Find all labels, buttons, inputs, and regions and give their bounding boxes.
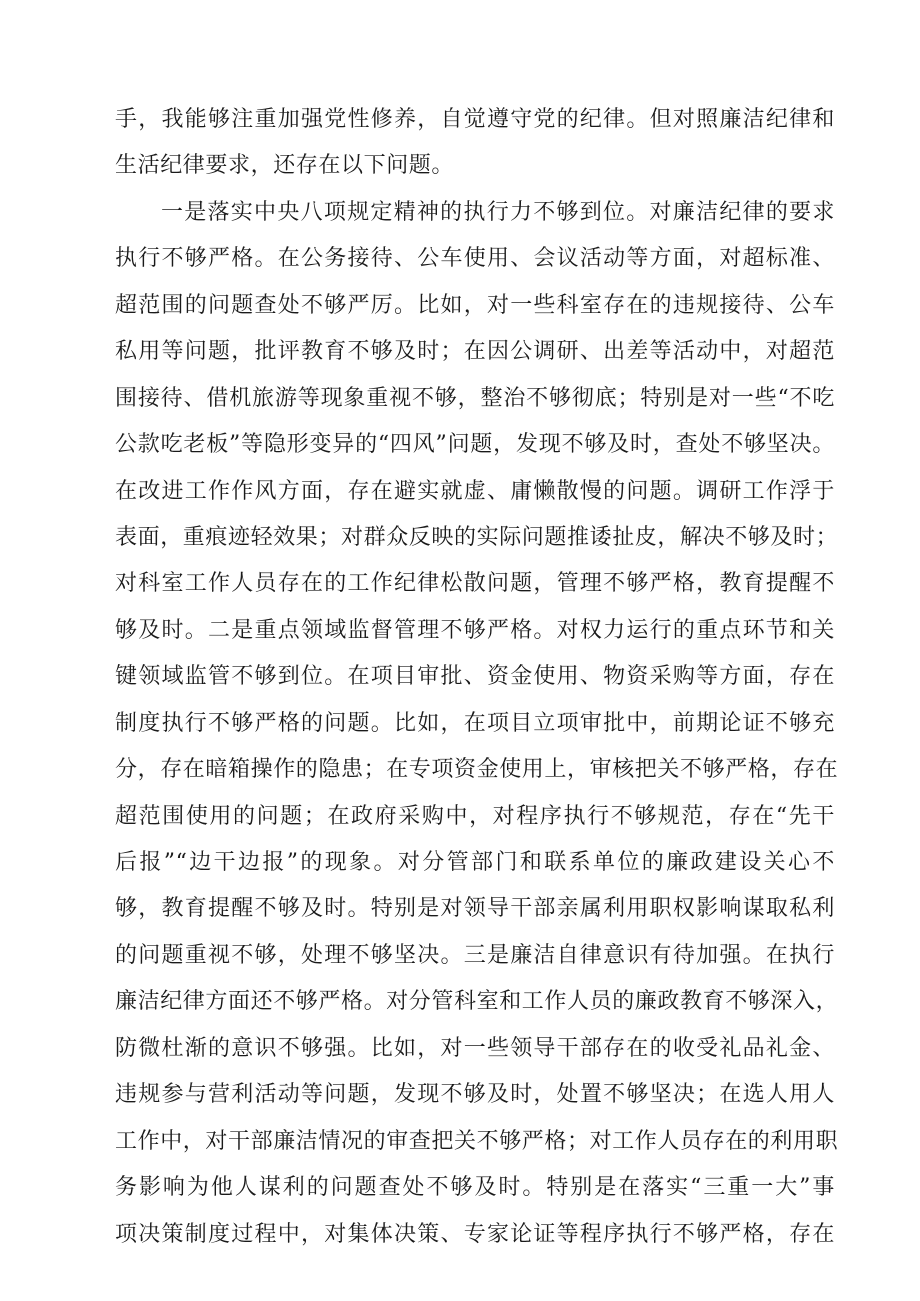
- text-line: 在改进工作作风方面，存在避实就虚、庸懒散慢的问题。调研工作浮于: [115, 478, 835, 504]
- text-line: 键领域监管不够到位。在项目审批、资金使用、物资采购等方面，存在: [115, 664, 835, 690]
- text-line: 务影响为他人谋利的问题查处不够及时。特别是在落实“三重一大”事: [115, 1175, 835, 1201]
- text-line: 后报”“边干边报”的现象。对分管部门和联系单位的廉政建设关心不: [115, 850, 835, 875]
- text-line: 防微杜渐的意识不够强。比如，对一些领导干部存在的收受礼品礼金、: [115, 1035, 835, 1061]
- text-line: 制度执行不够严格的问题。比如，在项目立项审批中，前期论证不够充: [115, 710, 835, 736]
- paragraph-start-line: 一是落实中央八项规定精神的执行力不够到位。对廉洁纪律的要求: [161, 199, 835, 225]
- text-line: 廉洁纪律方面还不够严格。对分管科室和工作人员的廉政教育不够深入，: [115, 989, 839, 1015]
- text-line: 围接待、借机旅游等现象重视不够，整治不够彻底；特别是对一些“不吃: [115, 385, 835, 411]
- text-line: 私用等问题，批评教育不够及时；在因公调研、出差等活动中，对超范: [115, 339, 835, 365]
- text-line: 项决策制度过程中，对集体决策、专家论证等程序执行不够严格，存在: [115, 1221, 835, 1247]
- text-line: 分，存在暗箱操作的隐患；在专项资金使用上，审核把关不够严格，存在: [115, 757, 839, 783]
- text-line: 表面，重痕迹轻效果；对群众反映的实际问题推诿扯皮，解决不够及时；: [115, 524, 839, 550]
- text-line: 执行不够严格。在公务接待、公车使用、会议活动等方面，对超标准、: [115, 246, 835, 272]
- text-line: 违规参与营利活动等问题，发现不够及时，处置不够坚决；在选人用人: [115, 1082, 835, 1108]
- document-body: [115, 97, 839, 1258]
- text-line: 够及时。二是重点领域监督管理不够严格。对权力运行的重点环节和关: [115, 617, 835, 643]
- text-line: 手，我能够注重加强党性修养，自觉遵守党的纪律。但对照廉洁纪律和: [115, 107, 835, 132]
- text-line: 公款吃老板”等隐形变异的“四风”问题，发现不够及时，查处不够坚决。: [115, 432, 835, 458]
- text-line: 够，教育提醒不够及时。特别是对领导干部亲属利用职权影响谋取私利: [115, 896, 835, 922]
- text-line: 超范围的问题查处不够严厉。比如，对一些科室存在的违规接待、公车: [115, 292, 835, 318]
- text-line: 超范围使用的问题；在政府采购中，对程序执行不够规范，存在“先干: [115, 803, 835, 829]
- text-line: 工作中，对干部廉洁情况的审查把关不够严格；对工作人员存在的利用职: [115, 1128, 839, 1154]
- text-line: 的问题重视不够，处理不够坚决。三是廉洁自律意识有待加强。在执行: [115, 942, 835, 968]
- text-line: 对科室工作人员存在的工作纪律松散问题，管理不够严格，教育提醒不: [115, 571, 835, 597]
- text-line: 生活纪律要求，还存在以下问题。: [115, 153, 455, 179]
